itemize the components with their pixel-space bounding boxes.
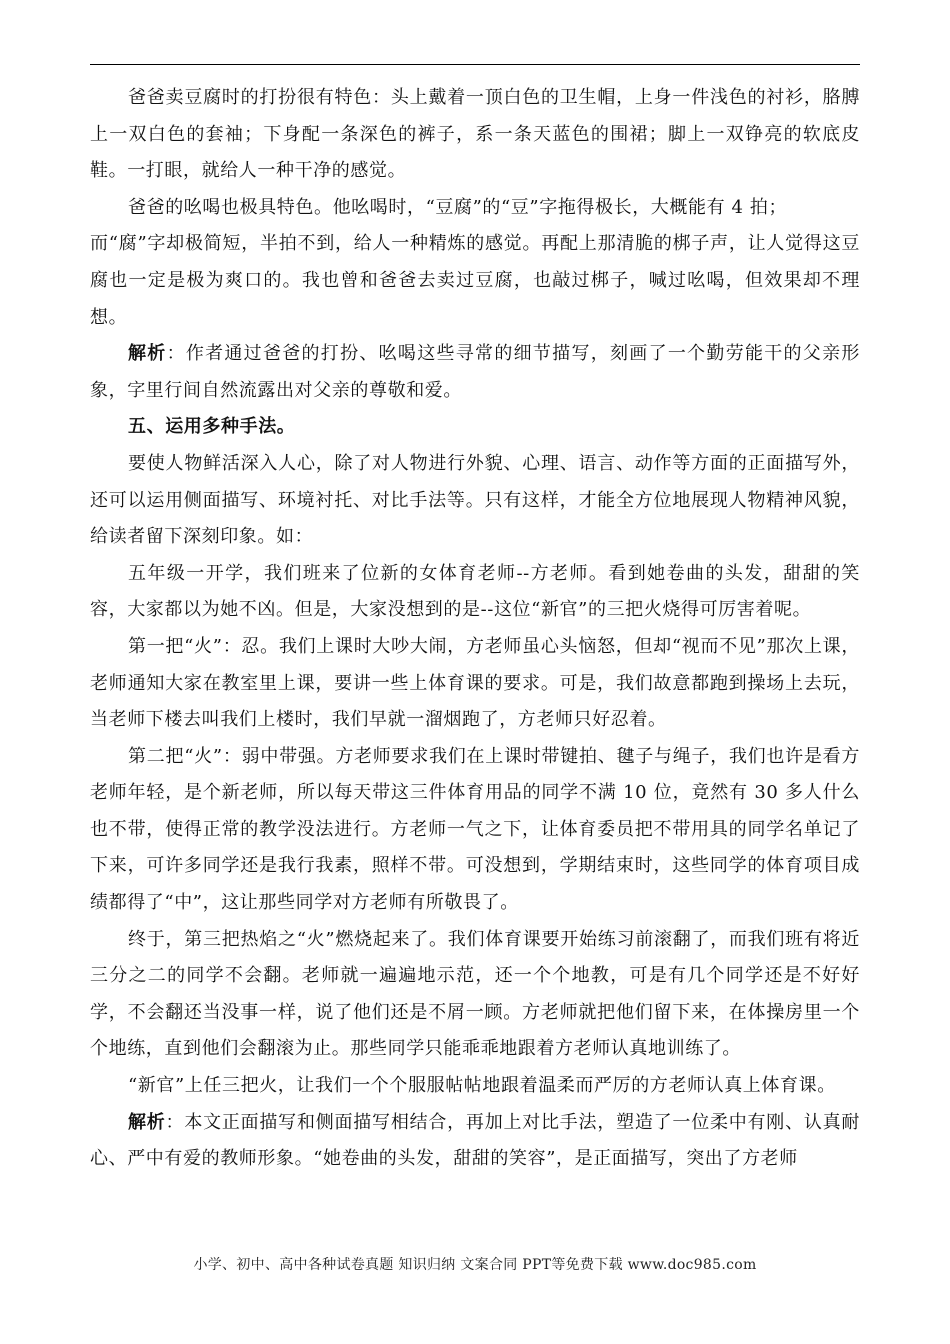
header-rule — [90, 64, 860, 65]
paragraph-techniques: 要使人物鲜活深入人心，除了对人物进行外貌、心理、语言、动作等方面的正面描写外，还可以运用侧面描写、环境衬托、对比手法等。只有这样，才能全方位地展现人物精神风貌，给读者留下深刻印象。如： — [90, 452, 860, 548]
section-heading-5: 五、运用多种手法。 — [128, 416, 296, 438]
analysis-label: 解析 — [128, 343, 167, 365]
paragraph-dad-outfit: 爸爸卖豆腐时的打扮很有特色：头上戴着一顶白色的卫生帽，上身一件浅色的衬衫，胳膊上一双白色的套袖；下身配一条深色的裤子，系一条天蓝色的围裙；脚上一双铮亮的软底皮鞋。一打眼，就给人一种干净的感觉。 — [90, 87, 860, 182]
analysis-paragraph-1 — [90, 336, 860, 409]
document-body — [90, 80, 860, 1178]
paragraph-conclusion: “新官”上任三把火，让我们一个个服服帖帖地跟着温柔而严厉的方老师认真上体育课。 — [128, 1075, 836, 1097]
analysis-text: ：本文正面描写和侧面描写相结合，再加上对比手法，塑造了一位柔中有刚、认真耐心、严中有爱的教师形象。“她卷曲的头发，甜甜的笑容”，是正面描写，突出了方老师 — [90, 1111, 860, 1170]
analysis-label: 解析 — [128, 1111, 166, 1133]
paragraph-second-fire: 第二把“火”：弱中带强。方老师要求我们在上课时带键拍、毽子与绳子，我们也许是看方老师年轻，是个新老师，所以每天带这三件体育用品的同学不满 10 位，竟然有 30 多人什么也不带，使得正常的教学没法进行。方老师一气之下，让体育委员把不带用具的同学名单记了下来，可许多同学还是我行我素，照样不带。可没想到，学期结束时，这些同学的体育项目成绩都得了“中”，这让那些同学对方老师有所敬畏了。 — [90, 745, 860, 914]
analysis-text: ：作者通过爸爸的打扮、吆喝这些寻常的细节描写，刻画了一个勤劳能干的父亲形象，字里行间自然流露出对父亲的尊敬和爱。 — [90, 343, 860, 401]
paragraph-dad-calling-1: 爸爸的吆喝也极具特色。他吆喝时，“豆腐”的“豆”字拖得极长，大概能有 4 拍； — [128, 196, 788, 218]
paragraph-new-teacher: 五年级一开学，我们班来了位新的女体育老师--方老师。看到她卷曲的头发，甜甜的笑容，大家都以为她不凶。但是，大家没想到的是--这位“新官”的三把火烧得可厉害着呢。 — [90, 562, 860, 621]
paragraph-first-fire: 第一把“火”：忍。我们上课时大吵大闹，方老师虽心头恼怒，但却“视而不见”那次上课，老师通知大家在教室里上课，要讲一些上体育课的要求。可是，我们故意都跑到操场上去玩，当老师下楼去叫我们上楼时，我们早就一溜烟跑了，方老师只好忍着。 — [90, 635, 860, 731]
analysis-paragraph-2 — [90, 1105, 860, 1178]
paragraph-dad-calling-2: 而“腐”字却极简短，半拍不到，给人一种精炼的感觉。再配上那清脆的梆子声，让人觉得这豆腐也一定是极为爽口的。我也曾和爸爸去卖过豆腐，也敲过梆子，喊过吆喝，但效果却不理想。 — [90, 233, 860, 328]
paragraph-third-fire: 终于，第三把热焰之“火”燃烧起来了。我们体育课要开始练习前滚翻了，而我们班有将近三分之二的同学不会翻。老师就一遍遍地示范，还一个个地教，可是有几个同学还是不好好学，不会翻还当没事一样，说了他们还是不屑一顾。方老师就把他们留下来，在体操房里一个个地练，直到他们会翻滚为止。那些同学只能乖乖地跟着方老师认真地训练了。 — [90, 928, 860, 1060]
page-footer: 小学、初中、高中各种试卷真题 知识归纳 文案合同 PPT等免费下载 www.doc985.com — [193, 1257, 757, 1273]
